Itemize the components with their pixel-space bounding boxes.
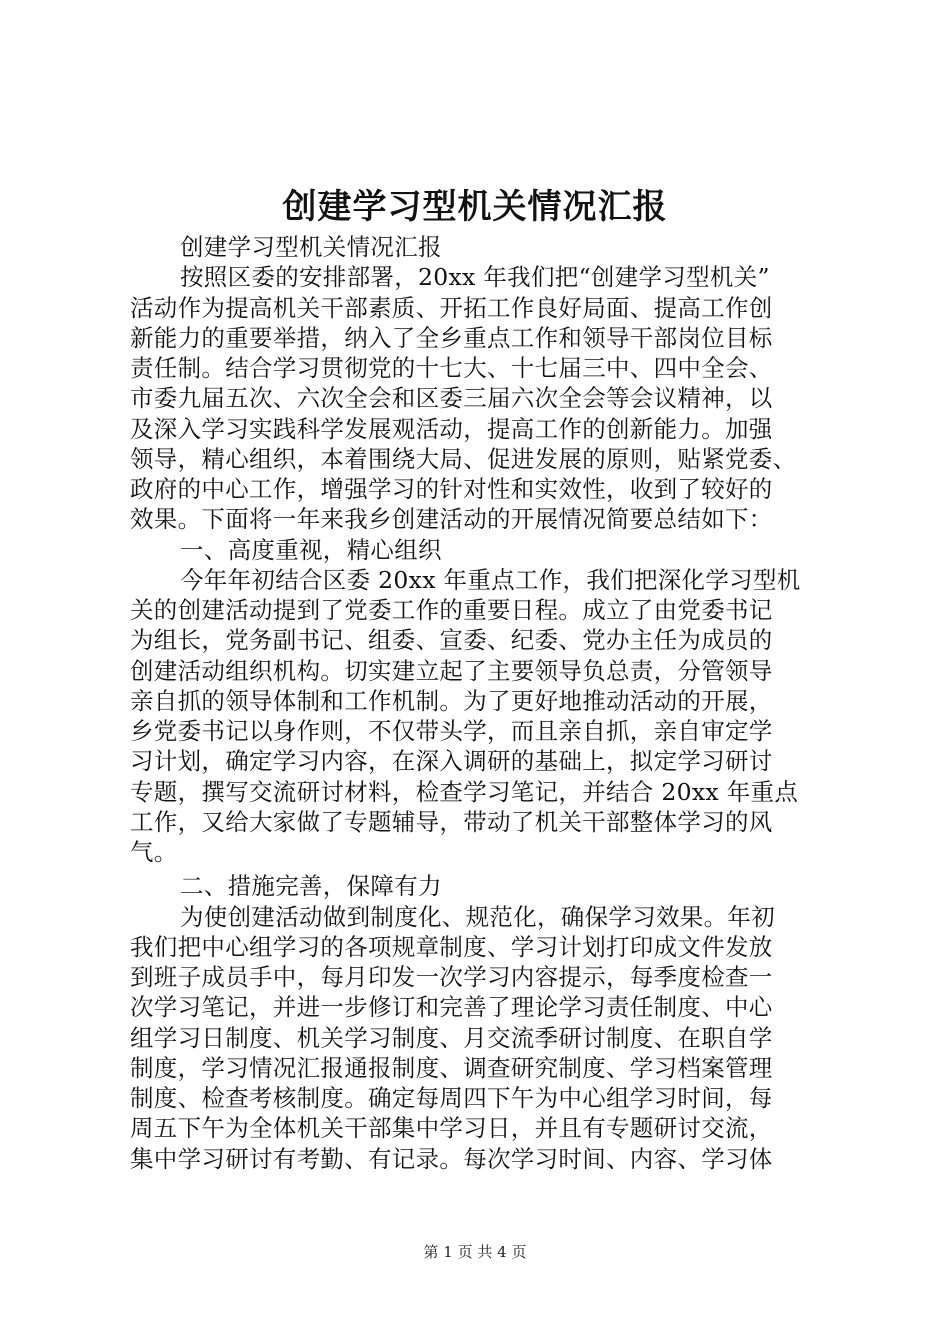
text-line: 按照区委的安排部署，20xx 年我们把“创建学习型机关” — [180, 263, 770, 292]
text-line: 为使创建活动做到制度化、规范化，确保学习效果。年初 — [180, 902, 775, 931]
text-line: 制度，学习情况汇报通报制度、调查研究制度、学习档案管理 — [130, 1053, 773, 1082]
text-line: 气。 — [130, 838, 178, 866]
text-line: 制度、检查考核制度。确定每周四下午为中心组学习时间，每 — [130, 1084, 773, 1112]
text-line: 政府的中心工作，增强学习的针对性和实效性，收到了较好的 — [130, 475, 773, 503]
text-line: 亲自抓的领导体制和工作机制。为了更好地推动活动的开展， — [130, 686, 773, 715]
text-line: 责任制。结合学习贯彻党的十七大、十七届三中、四中全会、 — [130, 354, 773, 382]
text-line: 工作，又给大家做了专题辅导，带动了机关干部整体学习的风 — [130, 807, 773, 836]
text-line: 到班子成员手中，每月印发一次学习内容提示，每季度检查一 — [130, 963, 773, 991]
text-line: 创建活动组织机构。切实建立起了主要领导负总责，分管领导 — [130, 656, 773, 685]
text-line: 关的创建活动提到了党委工作的重要日程。成立了由党委书记 — [130, 596, 773, 624]
text-line: 习计划，确定学习内容，在深入调研的基础上，拟定学习研讨 — [130, 747, 773, 776]
text-line: 市委九届五次、六次全会和区委三届六次全会等会议精神，以 — [130, 384, 773, 413]
text-line: 创建学习型机关情况汇报 — [180, 233, 442, 261]
document-body — [130, 232, 836, 1174]
text-line: 二、措施完善，保障有力 — [180, 872, 442, 901]
text-line: 今年年初结合区委 20xx 年重点工作，我们把深化学习型机 — [180, 565, 801, 594]
text-line: 领导，精心组织，本着围绕大局、促进发展的原则，贴紧党委、 — [130, 444, 797, 473]
text-line: 次学习笔记，并进一步修订和完善了理论学习责任制度、中心 — [130, 993, 773, 1022]
text-line: 新能力的重要举措，纳入了全乡重点工作和领导干部岗位目标 — [130, 323, 773, 352]
text-line: 及深入学习实践科学发展观活动，提高工作的创新能力。加强 — [130, 414, 773, 443]
text-line: 集中学习研讨有考勤、有记录。每次学习时间、内容、学习体 — [130, 1144, 773, 1173]
text-line: 为组长，党务副书记、组委、宣委、纪委、党办主任为成员的 — [130, 626, 773, 655]
text-line: 我们把中心组学习的各项规章制度、学习计划打印成文件发放 — [130, 932, 773, 961]
text-line: 活动作为提高机关干部素质、开拓工作良好局面、提高工作创 — [130, 293, 773, 322]
text-line: 效果。下面将一年来我乡创建活动的开展情况简要总结如下： — [130, 505, 773, 534]
text-line: 一、高度重视，精心组织 — [180, 535, 442, 564]
text-line: 乡党委书记以身作则，不仅带头学，而且亲自抓，亲自审定学 — [130, 717, 773, 745]
document-title: 创建学习型机关情况汇报 — [282, 187, 668, 227]
text-line: 组学习日制度、机关学习制度、月交流季研讨制度、在职自学 — [130, 1023, 773, 1052]
text-line: 周五下午为全体机关干部集中学习日，并且有专题研讨交流， — [130, 1114, 773, 1143]
text-line: 专题，撰写交流研讨材料，检查学习笔记，并结合 20xx 年重点 — [130, 777, 799, 806]
page-number: 第 1 页 共 4 页 — [423, 1243, 527, 1261]
